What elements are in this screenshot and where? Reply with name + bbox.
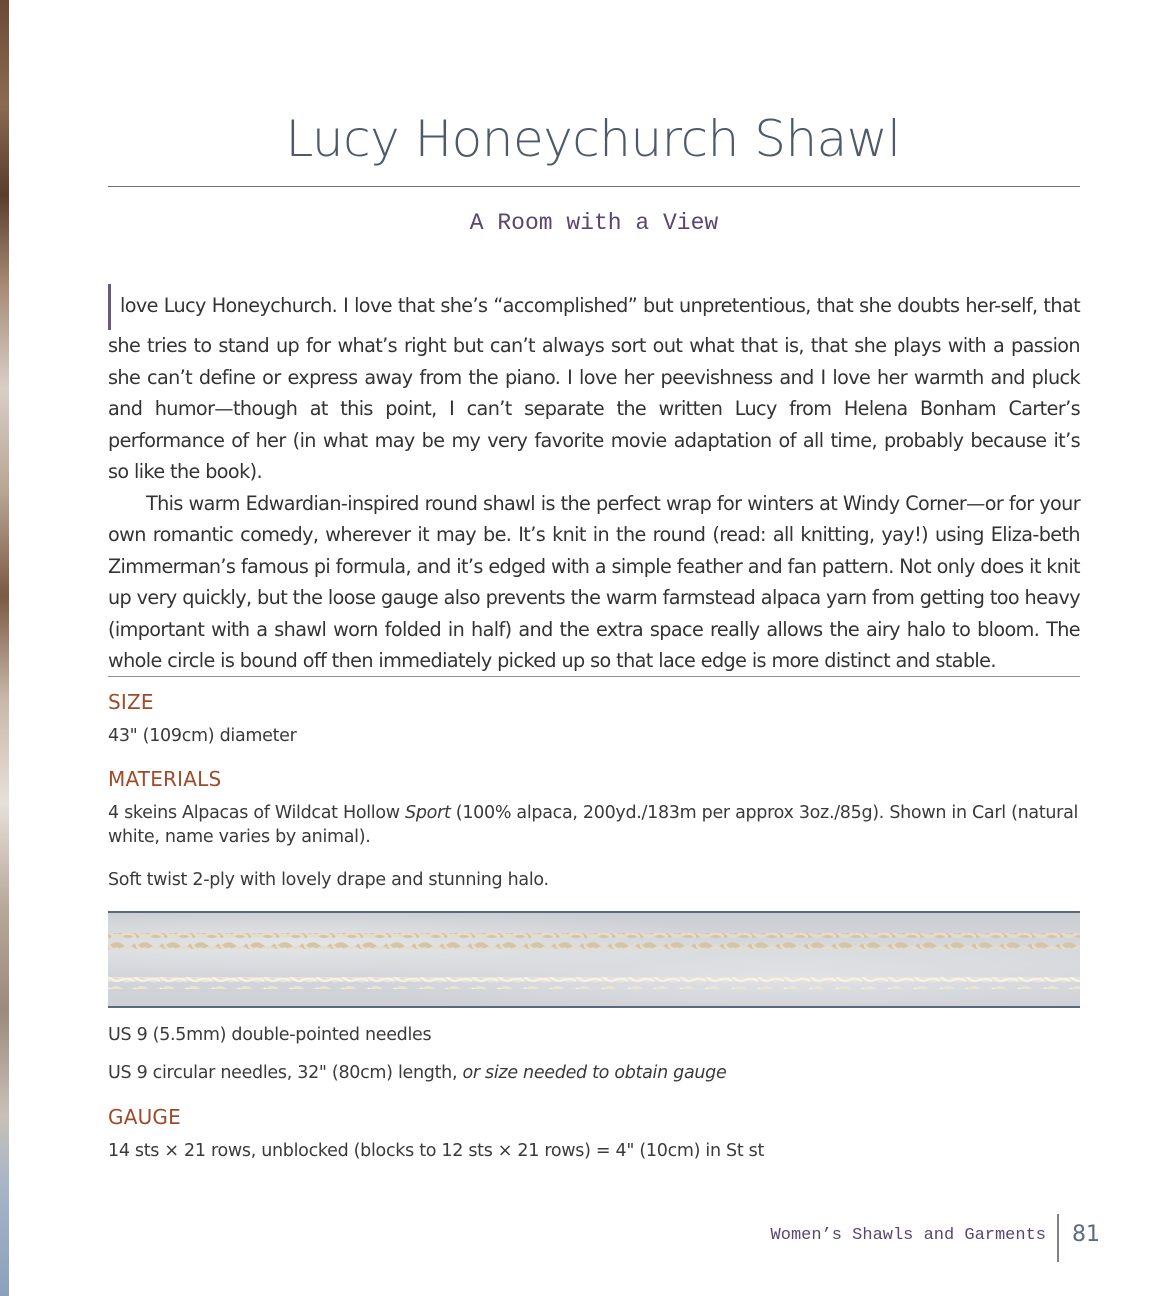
drop-cap-i	[108, 284, 111, 330]
page-title: Lucy Honeychurch Shawl	[285, 110, 901, 168]
needles-circular-text: US 9 circular needles, 32" (80cm) length,	[108, 1063, 463, 1083]
materials-yarn	[108, 801, 1080, 849]
intro-paragraph-1	[108, 278, 1080, 488]
section-divider	[108, 676, 1080, 677]
yarn-strand-top	[108, 933, 1080, 949]
materials-heading: MATERIALS	[108, 767, 222, 791]
footer-section-title: Women’s Shawls and Garments	[770, 1226, 1046, 1245]
needles-dpn: US 9 (5.5mm) double-pointed needles	[108, 1025, 432, 1045]
yarn-name: Sport	[405, 803, 451, 823]
page-subtitle: A Room with a View	[469, 210, 719, 236]
gauge-value: 14 sts × 21 rows, unblocked (blocks to 12 sts × 21 rows) = 4" (10cm) in St st	[108, 1141, 765, 1161]
intro-text	[108, 278, 1080, 677]
needles-circular	[108, 1061, 1080, 1085]
intro-paragraph-2: This warm Edwardian-inspired round shawl is the perfect wrap for winters at Windy Corner—or for your own romantic comedy, wherever it may be. It’s knit in the round (read: all knitting, yay!) using Eliza-beth Zimmerman’s famous pi formula, and it’s edged with a simple feather and fan pattern. Not only does it knit up very quickly, but the loose gauge also prevents the warm farmstead alpaca yarn from getting too heavy (important with a shawl worn folded in half) and the extra space really allows the airy halo to bloom. The whole circle is bound off then immediately picked up so that lace edge is more distinct and stable.	[108, 491, 1080, 672]
materials-yarn-note: Soft twist 2-ply with lovely drape and stunning halo.	[108, 870, 549, 890]
left-gutter-photo-edge	[0, 0, 9, 1296]
intro-paragraph-1-text: love Lucy Honeychurch. I love that she’s “accomplished” but unpretentious, that she doubts her-self, that she tries to stand up for what’s right but can’t always sort out what that is, that she plays with a passion she can’t define or express away from the piano. I love her peevishness and I love her warmth and pluck and humor—though at this point, I can’t separate the written Lucy from Helena Bonham Carter’s performance of her (in what may be my very favorite movie adaptation of all time, probably because it’s so like the book).	[108, 294, 1080, 483]
gauge-heading: GAUGE	[108, 1105, 181, 1129]
size-value: 43" (109cm) diameter	[108, 726, 297, 746]
size-heading: SIZE	[108, 690, 154, 714]
yarn-strand-bottom	[108, 977, 1080, 989]
footer-divider	[1057, 1214, 1059, 1262]
page-number: 81	[1072, 1222, 1100, 1247]
yarn-strands-illustration	[108, 913, 1080, 1006]
yarn-prefix: 4 skeins Alpacas of Wildcat Hollow	[108, 803, 406, 823]
title-divider	[108, 186, 1080, 187]
yarn-sample-photo	[108, 911, 1080, 1008]
needles-circular-note: or size needed to obtain gauge	[462, 1063, 727, 1083]
yarn-suffix: (100% alpaca, 200yd./183m per approx 3oz./85g). Shown in Carl (natural white, name varies by animal).	[108, 803, 1079, 847]
